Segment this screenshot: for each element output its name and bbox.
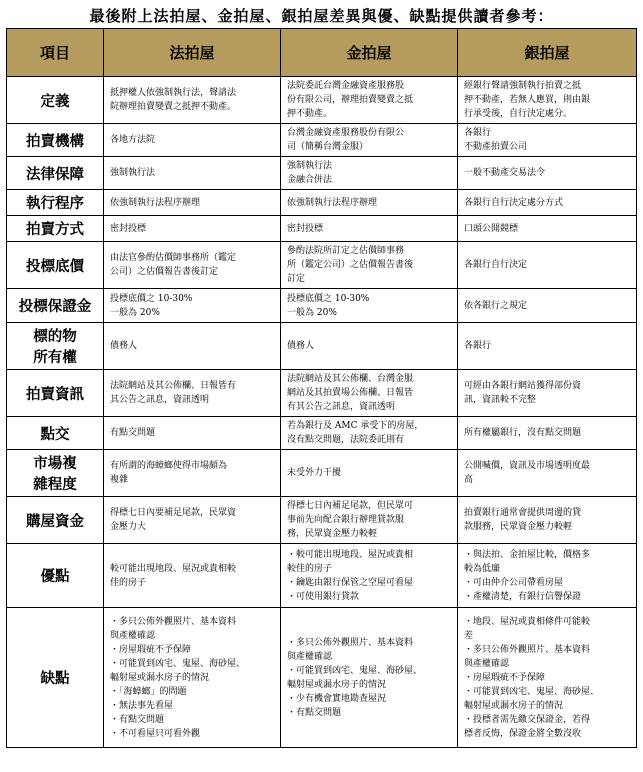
- cell-bank: [458, 417, 637, 450]
- table-row: [7, 417, 637, 450]
- cell-line: 較佳的房子: [287, 563, 333, 574]
- cell-line: ・投標者需先繳交保證金，若得: [464, 714, 591, 725]
- cell-line: 參酌法院所訂定之估價師事務: [287, 246, 405, 256]
- cell-line: ・可能買到凶宅、鬼屋、海砂屋、: [110, 658, 246, 669]
- cell-line: 一般不動產交易法令: [464, 168, 546, 178]
- header-financial-auction: 金拍屋: [281, 29, 458, 77]
- row-label-line: 點交: [40, 425, 70, 443]
- table-row: [7, 370, 637, 417]
- cell-line: 所有權屬銀行，沒有點交問題: [464, 428, 582, 438]
- cell-line: ・少有機會實地勘查屋況: [287, 693, 387, 704]
- cell-financial: [281, 242, 458, 289]
- cell-line: 各銀行: [464, 128, 492, 138]
- cell-line: 差: [464, 630, 474, 641]
- comparison-table: [6, 28, 637, 748]
- cell-line: 輻射屋或漏水房子的情況: [287, 679, 387, 690]
- cell-line: 與產權確認: [287, 651, 333, 662]
- cell-bank: [458, 450, 637, 497]
- cell-line: 各地方法院: [110, 135, 156, 145]
- cell-line: 得標七日內要補足尾款，民眾資: [110, 508, 237, 518]
- cell-line: ・多只公佈外觀照片、基本資料: [464, 644, 591, 655]
- header-court-auction: 法拍屋: [104, 29, 281, 77]
- row-label: [7, 242, 104, 289]
- cell-line: 高: [464, 475, 474, 485]
- cell-line: 金融合併法: [287, 175, 333, 185]
- row-label-line: 拍賣資訊: [26, 385, 84, 403]
- cell-line: 款服務，民眾資金壓力較輕: [464, 522, 573, 532]
- row-label: [7, 450, 104, 497]
- cell-line: 密封投標: [287, 223, 324, 234]
- cell-line: 得標七日內補足尾款，但民眾可: [287, 501, 414, 511]
- cell-financial: [281, 544, 458, 608]
- cell-financial: [281, 190, 458, 216]
- cell-line: 押不動產。: [287, 109, 333, 119]
- row-label: [7, 323, 104, 370]
- table-row: [7, 608, 637, 748]
- row-label: [7, 370, 104, 417]
- cell-court: [104, 124, 281, 157]
- cell-line: 法院委託台灣金融資產服務股: [287, 81, 405, 91]
- cell-line: 訂定: [287, 274, 306, 284]
- cell-line: ・較可能出現地段、屋況或貴相: [287, 549, 414, 560]
- cell-line: 經銀行聲請強制執行拍賣之抵: [464, 81, 582, 91]
- cell-line: 有點交問題: [110, 428, 156, 438]
- cell-court: [104, 544, 281, 608]
- cell-line: ・多只公佈外觀照片、基本資料: [110, 616, 237, 627]
- row-label: [7, 417, 104, 450]
- cell-court: [104, 608, 281, 748]
- table-row: [7, 289, 637, 323]
- cell-line: 不動產拍賣公司: [464, 142, 528, 152]
- cell-line: ・地段、屋況或貴相條件可能較: [464, 616, 591, 627]
- cell-line: 投標底價之 10-30%: [110, 293, 193, 304]
- row-label-line: 拍賣機構: [26, 132, 84, 150]
- row-label-line: 定義: [40, 92, 70, 110]
- cell-line: 輻射屋或漏水房子的情況: [464, 700, 564, 711]
- cell-financial: [281, 450, 458, 497]
- table-header-row: [7, 29, 637, 77]
- cell-court: [104, 77, 281, 124]
- cell-bank: [458, 323, 637, 370]
- cell-bank: [458, 77, 637, 124]
- cell-line: ・與法拍、金拍屋比較，價格多: [464, 549, 591, 560]
- cell-financial: [281, 608, 458, 748]
- cell-line: 債務人: [110, 341, 138, 351]
- cell-line: 較可能出現地段、屋況或貴相較: [110, 563, 237, 574]
- cell-line: ・可能買到凶宅、鬼屋、海砂屋、: [464, 686, 600, 697]
- cell-bank: [458, 497, 637, 544]
- cell-line: 其公告之訊息，資訊透明: [110, 395, 210, 405]
- cell-line: 依強制執行法程序辦理: [287, 197, 378, 208]
- cell-line: 未受外力干擾: [287, 468, 342, 478]
- cell-bank: [458, 242, 637, 289]
- table-row: [7, 216, 637, 242]
- header-bank-auction: 銀拍屋: [458, 29, 637, 77]
- cell-line: 密封投標: [110, 223, 147, 234]
- cell-line: 公司）之估價報告書後訂定: [110, 267, 219, 277]
- cell-line: 押不動產，若無人應買，則由銀: [464, 95, 591, 105]
- cell-court: [104, 190, 281, 216]
- cell-financial: [281, 289, 458, 323]
- cell-line: 各銀行自行決定處分方式: [464, 197, 564, 208]
- cell-line: 拍賣銀行通常會提供周邊的貸: [464, 508, 582, 518]
- row-label-line: 優點: [40, 568, 70, 585]
- cell-line: 所（鑑定公司）之估價報告書後: [287, 260, 414, 270]
- row-label-line: 拍賣方式: [26, 221, 84, 238]
- cell-line: 訊，資訊較不完整: [464, 395, 537, 405]
- row-label-line: 雜程度: [33, 476, 77, 493]
- cell-line: 債務人: [287, 341, 315, 351]
- row-label: [7, 124, 104, 157]
- cell-line: 一般為 20%: [287, 307, 337, 318]
- cell-bank: [458, 544, 637, 608]
- cell-line: 抵押權人依強制執行法，聲請法: [110, 88, 237, 98]
- table-row: [7, 497, 637, 544]
- cell-line: 事前先向配合銀行辦理貸款服: [287, 515, 405, 525]
- cell-court: [104, 497, 281, 544]
- cell-court: [104, 157, 281, 190]
- cell-line: ・鑰匙由銀行保管之空屋可看屋: [287, 577, 414, 588]
- cell-line: 複雜: [110, 475, 129, 485]
- cell-financial: [281, 124, 458, 157]
- cell-line: 口頭公開競標: [464, 223, 519, 234]
- row-label: [7, 190, 104, 216]
- cell-line: ・無法事先看屋: [110, 700, 174, 711]
- table-row: [7, 242, 637, 289]
- cell-line: 可經由各銀行網站獲得部份資: [464, 381, 582, 391]
- table-row: [7, 323, 637, 370]
- cell-financial: [281, 497, 458, 544]
- cell-line: 與產權確認: [464, 658, 510, 669]
- cell-line: 強制執行法: [110, 168, 156, 178]
- cell-line: 法院網站及其公佈欄、台灣金服: [287, 374, 414, 384]
- cell-line: ・房屋瑕疵不予保障: [110, 644, 192, 655]
- cell-line: 有所謂的海蟑螂使得市場頗為: [110, 461, 228, 471]
- cell-line: ・可能買到凶宅、鬼屋、海砂屋、: [287, 665, 423, 676]
- cell-line: ・有點交問題: [110, 714, 165, 725]
- cell-bank: [458, 190, 637, 216]
- cell-court: [104, 450, 281, 497]
- cell-bank: [458, 157, 637, 190]
- cell-line: 沒有點交問題，法院委託則有: [287, 435, 405, 445]
- cell-bank: [458, 370, 637, 417]
- row-label-line: 投標底價: [26, 257, 84, 275]
- cell-line: ・可使用銀行貸款: [287, 591, 360, 602]
- cell-line: 份有限公司，辦理拍賣變賣之抵: [287, 95, 414, 105]
- cell-line: 較為低廉: [464, 563, 501, 574]
- cell-line: ・可由仲介公司帶看房屋: [464, 577, 564, 588]
- cell-line: 法院網站及其公佈欄、日報皆有: [110, 381, 237, 391]
- row-label-line: 標的物: [33, 328, 77, 345]
- cell-line: 標者反悔，保證金將全數沒收: [464, 728, 582, 739]
- cell-line: 有其公告之訊息，資訊透明: [287, 402, 396, 412]
- row-label: [7, 289, 104, 323]
- cell-line: ・「海蟑螂」的問題: [110, 686, 187, 697]
- cell-line: 各銀行自行決定: [464, 260, 528, 270]
- row-label: [7, 497, 104, 544]
- cell-line: 依強制執行法程序辦理: [110, 197, 201, 208]
- cell-bank: [458, 608, 637, 748]
- table-row: [7, 450, 637, 497]
- cell-line: 依各銀行之規定: [464, 300, 528, 311]
- table-row: [7, 157, 637, 190]
- row-label: [7, 157, 104, 190]
- cell-line: 與產權確認: [110, 630, 156, 641]
- cell-financial: [281, 370, 458, 417]
- row-label-line: 執行程序: [26, 195, 84, 212]
- row-label: [7, 77, 104, 124]
- cell-line: 行承受後，自行決定處分。: [464, 109, 573, 119]
- cell-line: ・多只公佈外觀照片、基本資料: [287, 637, 414, 648]
- cell-line: 一般為 20%: [110, 307, 160, 318]
- cell-line: 院辦理拍賣變賣之抵押不動產。: [110, 102, 237, 112]
- row-label: [7, 216, 104, 242]
- cell-line: 網站及其拍賣場公佈欄、日報皆: [287, 388, 414, 398]
- cell-line: ・有點交問題: [287, 707, 342, 718]
- page-title: 最後附上法拍屋、金拍屋、銀拍屋差異與優、缺點提供讀者參考：: [89, 7, 554, 25]
- cell-line: 由法官參酌估價師事務所（鑑定: [110, 253, 237, 263]
- cell-line: 強制執行法: [287, 161, 333, 171]
- cell-financial: [281, 157, 458, 190]
- row-label-line: 所有權: [33, 349, 77, 366]
- cell-line: 務，民眾資金壓力較輕: [287, 529, 378, 539]
- cell-bank: [458, 289, 637, 323]
- row-label-line: 缺點: [40, 670, 70, 687]
- table-row: [7, 77, 637, 124]
- row-label: [7, 608, 104, 748]
- cell-financial: [281, 323, 458, 370]
- table-body: [7, 77, 637, 748]
- cell-line: 各銀行: [464, 341, 492, 351]
- cell-line: ・房屋瑕疵不予保障: [464, 672, 546, 683]
- cell-line: 投標底價之 10-30%: [287, 293, 370, 304]
- row-label-line: 購屋資金: [26, 512, 84, 530]
- table-row: [7, 544, 637, 608]
- cell-bank: [458, 124, 637, 157]
- row-label-line: 投標保證金: [18, 298, 92, 315]
- cell-line: 輻射屋或漏水房子的情況: [110, 672, 210, 683]
- cell-court: [104, 323, 281, 370]
- cell-line: ・產權清楚，有銀行信譽保證: [464, 591, 582, 602]
- cell-line: 公開喊價，資訊及市場透明度最: [464, 461, 591, 471]
- row-label-line: 市場複: [33, 455, 77, 472]
- cell-line: 金壓力大: [110, 522, 147, 532]
- row-label-line: 法律保障: [26, 165, 84, 183]
- cell-court: [104, 289, 281, 323]
- cell-bank: [458, 216, 637, 242]
- row-label: [7, 544, 104, 608]
- cell-line: 司（簡稱台灣金服）: [287, 142, 369, 152]
- header-item: 項目: [7, 29, 104, 77]
- cell-line: ・不可看屋只可看外觀: [110, 728, 201, 739]
- cell-court: [104, 417, 281, 450]
- cell-court: [104, 370, 281, 417]
- cell-line: 台灣金融資產服務股份有限公: [287, 128, 405, 138]
- table-row: [7, 124, 637, 157]
- cell-financial: [281, 77, 458, 124]
- cell-line: 若為銀行及 AMC 承受下的房屋，: [287, 421, 424, 431]
- cell-financial: [281, 216, 458, 242]
- table-row: [7, 190, 637, 216]
- cell-line: 佳的房子: [110, 577, 147, 588]
- cell-financial: [281, 417, 458, 450]
- cell-court: [104, 216, 281, 242]
- cell-court: [104, 242, 281, 289]
